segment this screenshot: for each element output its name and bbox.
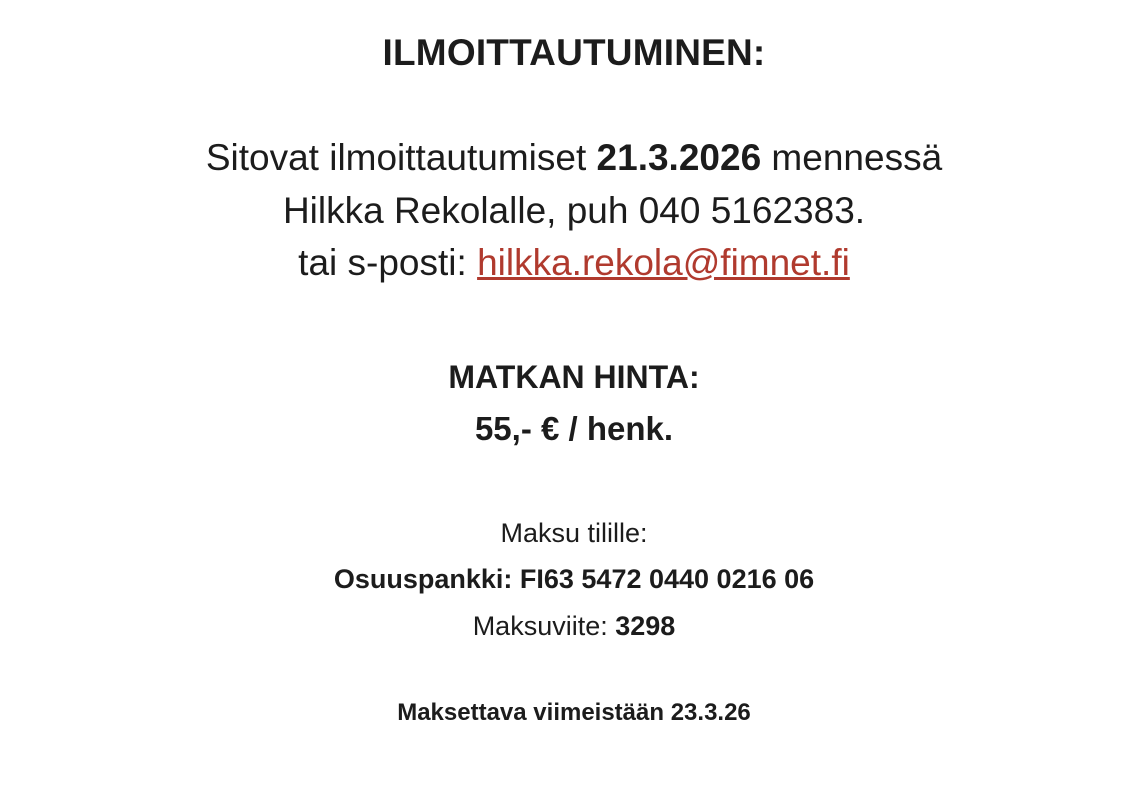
payment-reference-line: [0, 603, 1148, 649]
registration-deadline-line: [0, 132, 1148, 185]
payment-reference-label: Maksuviite:: [472, 610, 616, 641]
email-label: tai s-posti:: [298, 242, 478, 284]
payment-deadline: Maksettava viimeistään 23.3.26: [397, 699, 751, 727]
price-amount: 55,- € / henk.: [474, 410, 674, 448]
payment-reference-value: 3298: [615, 610, 676, 641]
registration-email-line: [0, 237, 1148, 290]
payment-block: [0, 510, 1148, 649]
email-link[interactable]: hilkka.rekola@fimnet.fi: [477, 242, 850, 284]
bank-name: Osuuspankki:: [333, 564, 520, 595]
registration-contact-line: Hilkka Rekolalle, puh 040 5162383.: [282, 189, 866, 231]
registration-line1-suffix: mennessä: [761, 137, 943, 179]
registration-line1-prefix: Sitovat ilmoittautumiset: [205, 137, 597, 179]
page-title: ILMOITTAUTUMINEN:: [382, 32, 766, 73]
bank-account-line: [0, 556, 1148, 602]
document-page: [0, 30, 1148, 808]
price-block: [0, 352, 1148, 456]
bank-iban: FI63 5472 0440 0216 06: [519, 564, 815, 595]
registration-block: [0, 132, 1148, 290]
price-label: MATKAN HINTA:: [448, 358, 700, 395]
payment-intro: Maksu tilille:: [500, 517, 648, 548]
registration-date: 21.3.2026: [596, 137, 762, 179]
